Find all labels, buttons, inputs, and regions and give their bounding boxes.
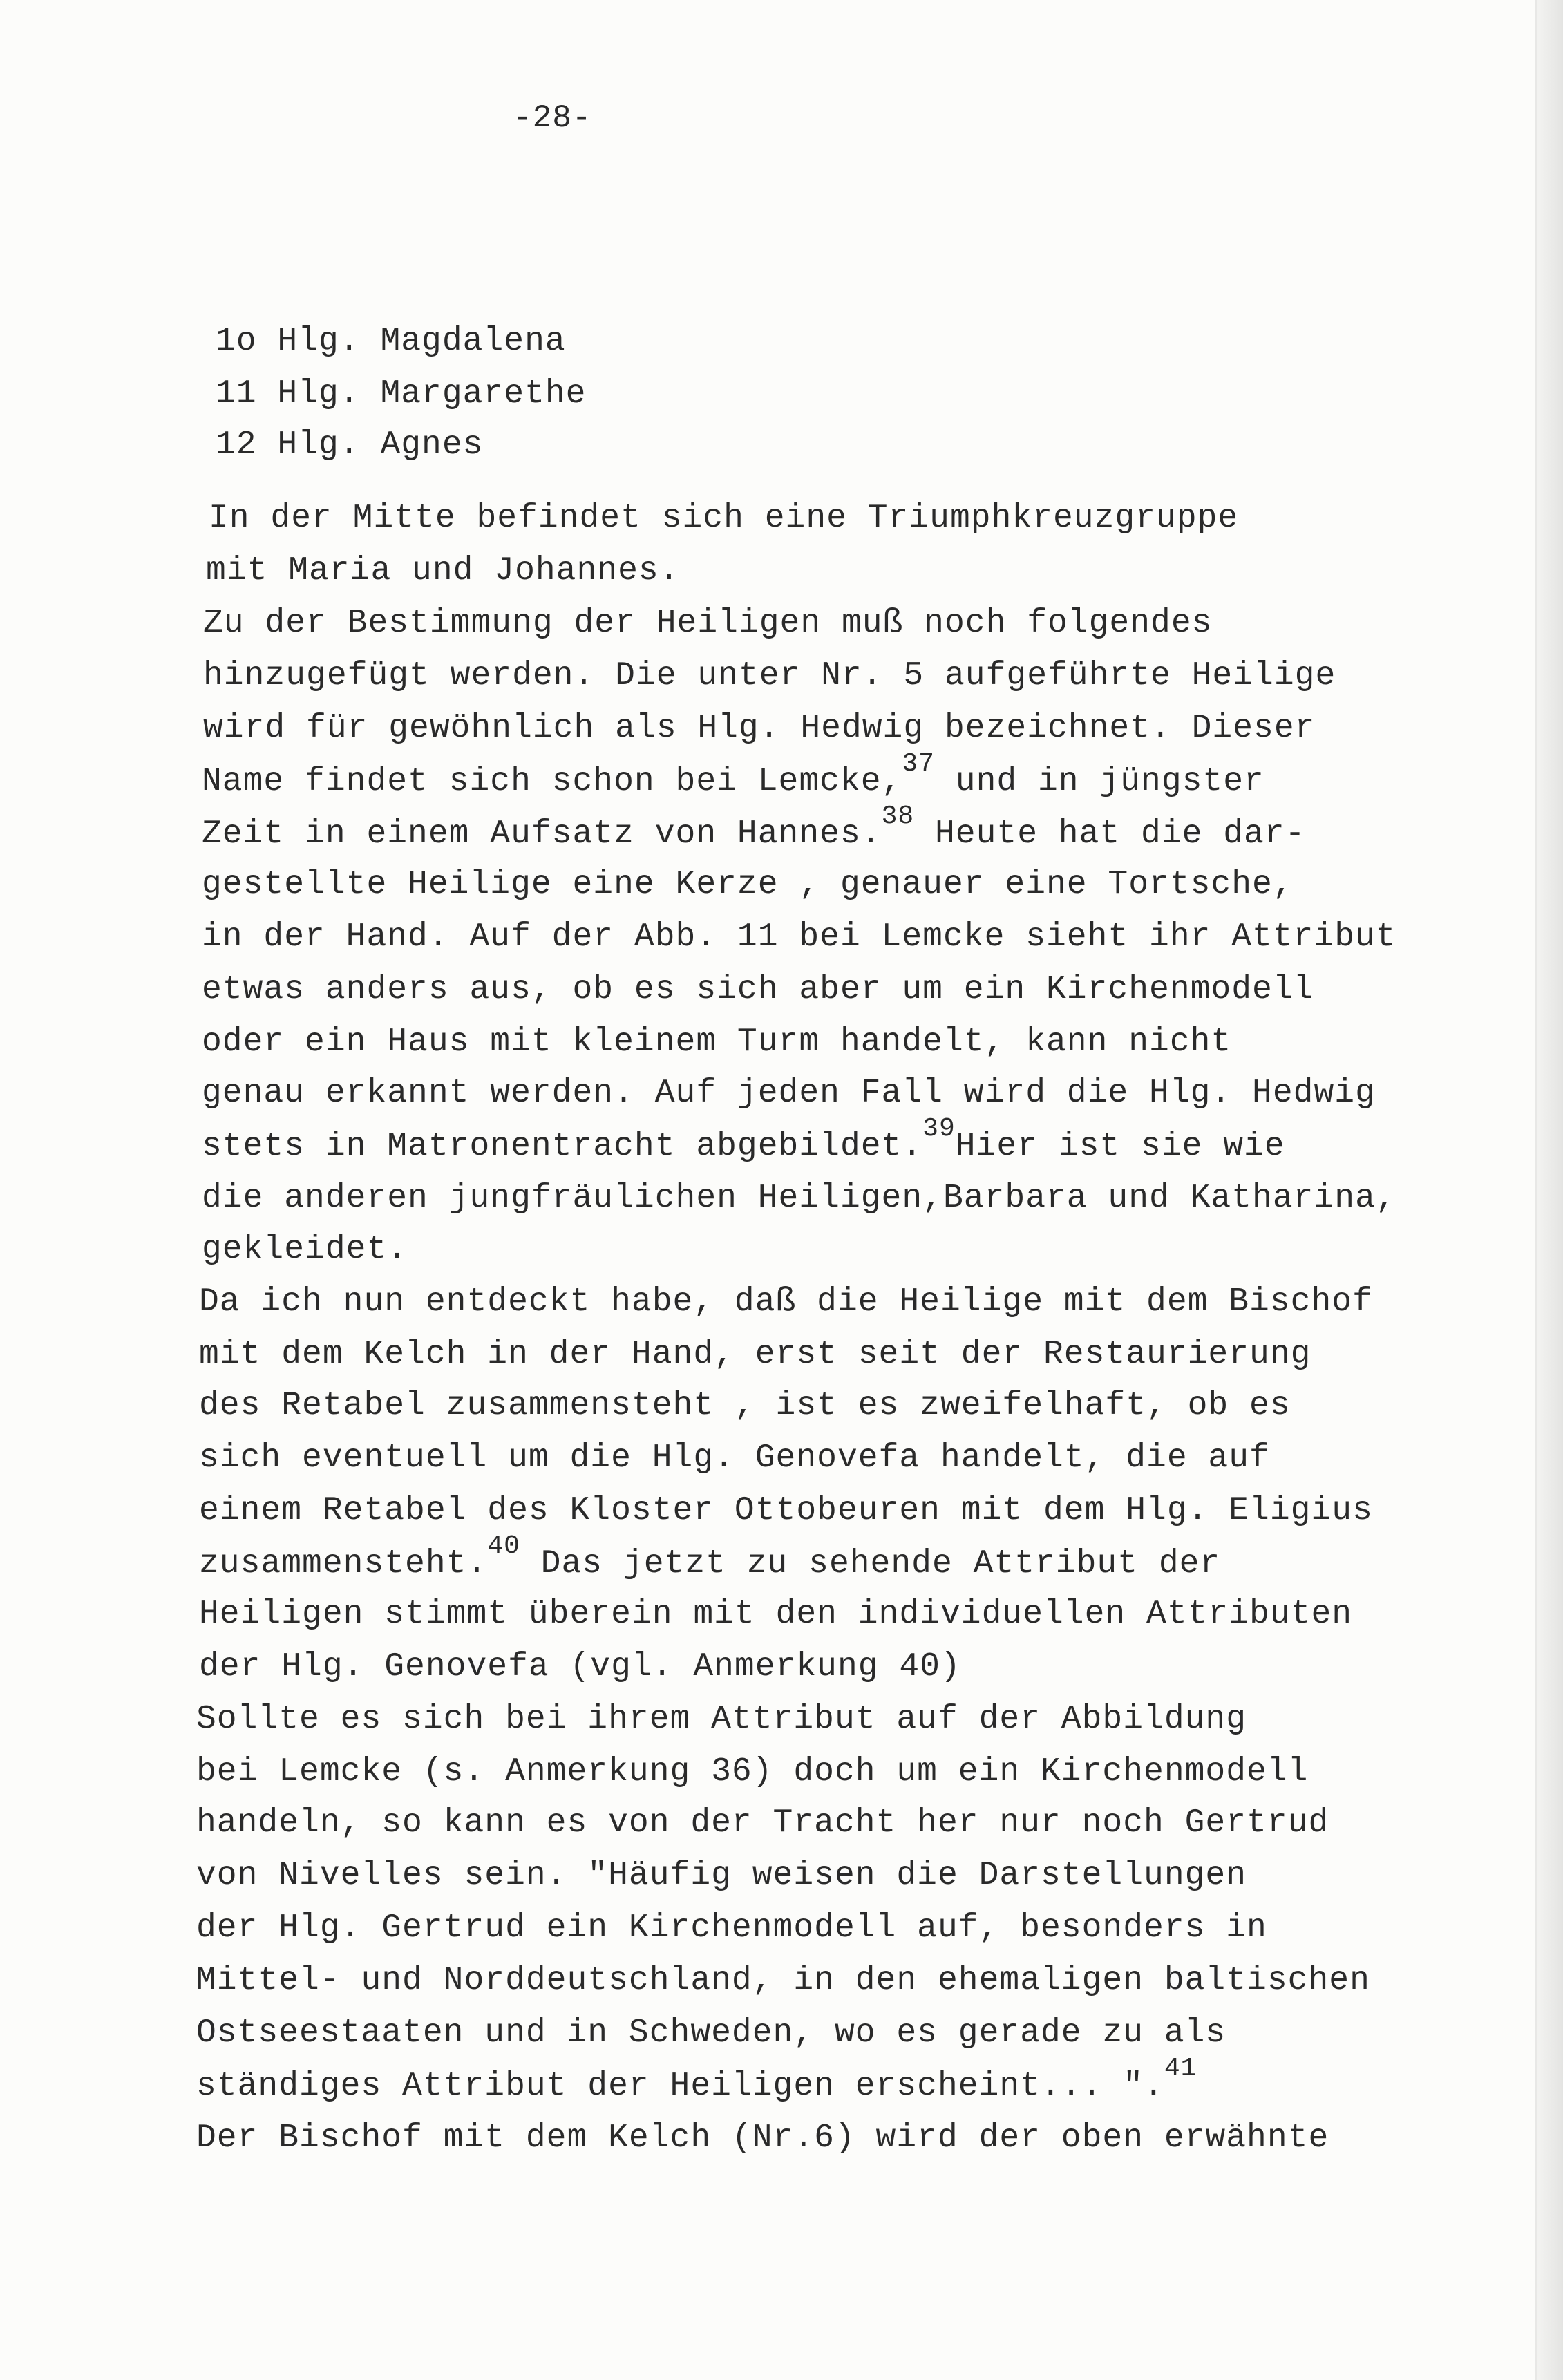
page-number: -28- bbox=[513, 100, 592, 136]
text-line: handeln, so kann es von der Tracht her nur noch Gertrud bbox=[196, 1804, 1329, 1842]
text-line: ständiges Attribut der Heiligen erscheint... ".$^{41}$ bbox=[196, 2054, 1197, 2105]
text-line: der Hlg. Gertrud ein Kirchenmodell auf, besonders in bbox=[196, 1909, 1267, 1947]
text-line: Zeit in einem Aufsatz von Hannes.$^{38}$ Heute hat die dar- bbox=[202, 802, 1306, 853]
text-line: einem Retabel des Kloster Ottobeuren mit dem Hlg. Eligius bbox=[199, 1492, 1373, 1529]
page-edge-shadow bbox=[1535, 0, 1563, 2380]
text-line: von Nivelles sein. "Häufig weisen die Darstellungen bbox=[196, 1857, 1247, 1894]
text-line: genau erkannt werden. Auf jeden Fall wird die Hlg. Hedwig bbox=[202, 1075, 1376, 1112]
text-line: oder ein Haus mit kleinem Turm handelt, kann nicht bbox=[202, 1023, 1232, 1061]
text-line: Ostseestaaten und in Schweden, wo es gerade zu als bbox=[196, 2014, 1226, 2052]
footnote-ref: 39 bbox=[922, 1114, 956, 1144]
text-line: wird für gewöhnlich als Hlg. Hedwig bezeichnet. Dieser bbox=[203, 710, 1316, 747]
text-line: Sollte es sich bei ihrem Attribut auf der Abbildung bbox=[196, 1701, 1247, 1738]
text-line: 1o Hlg. Magdalena bbox=[216, 323, 566, 360]
text-line: Da ich nun entdeckt habe, daß die Heilige mit dem Bischof bbox=[199, 1283, 1373, 1321]
text-line: bei Lemcke (s. Anmerkung 36) doch um ein Kirchenmodell bbox=[196, 1753, 1309, 1791]
text-line: 12 Hlg. Agnes bbox=[216, 426, 484, 464]
text-line: mit dem Kelch in der Hand, erst seit der Restaurierung bbox=[199, 1336, 1311, 1373]
text-line: die anderen jungfräulichen Heiligen,Barbara und Katharina, bbox=[202, 1180, 1396, 1217]
text-line: in der Hand. Auf der Abb. 11 bei Lemcke sieht ihr Attribut bbox=[202, 918, 1396, 956]
text-line: mit Maria und Johannes. bbox=[206, 552, 680, 589]
text-line: etwas anders aus, ob es sich aber um ein Kirchenmodell bbox=[202, 971, 1314, 1008]
text-line: Der Bischof mit dem Kelch (Nr.6) wird der oben erwähnte bbox=[196, 2119, 1329, 2157]
text-line: 11 Hlg. Margarethe bbox=[216, 375, 587, 413]
footnote-ref: 38 bbox=[881, 802, 915, 831]
text-line: In der Mitte befindet sich eine Triumphkreuzgruppe bbox=[209, 500, 1239, 537]
text-line: Zu der Bestimmung der Heiligen muß noch folgendes bbox=[203, 605, 1213, 642]
text-line: des Retabel zusammensteht , ist es zweifelhaft, ob es bbox=[199, 1387, 1291, 1424]
footnote-ref: 41 bbox=[1164, 2054, 1197, 2084]
text-line: Heiligen stimmt überein mit den individuellen Attributen bbox=[199, 1596, 1353, 1633]
text-line: zusammensteht.$^{40}$ Das jetzt zu sehende Attribut der bbox=[199, 1531, 1221, 1583]
text-line: gekleidet. bbox=[202, 1231, 408, 1268]
text-line: Mittel- und Norddeutschland, in den ehemaligen baltischen bbox=[196, 1962, 1370, 1999]
text-line: Name findet sich schon bei Lemcke,$^{37}$ und in jüngster bbox=[202, 749, 1264, 800]
text-line: sich eventuell um die Hlg. Genovefa handelt, die auf bbox=[199, 1439, 1270, 1477]
text-line: gestellte Heilige eine Kerze , genauer eine Tortsche, bbox=[202, 866, 1294, 903]
text-line: hinzugefügt werden. Die unter Nr. 5 aufgeführte Heilige bbox=[203, 657, 1336, 695]
footnote-ref: 37 bbox=[902, 749, 935, 779]
text-line: der Hlg. Genovefa (vgl. Anmerkung 40) bbox=[199, 1648, 961, 1685]
text-line: stets in Matronentracht abgebildet.$^{39}$Hier ist sie wie bbox=[202, 1114, 1285, 1165]
footnote-ref: 40 bbox=[487, 1531, 520, 1561]
